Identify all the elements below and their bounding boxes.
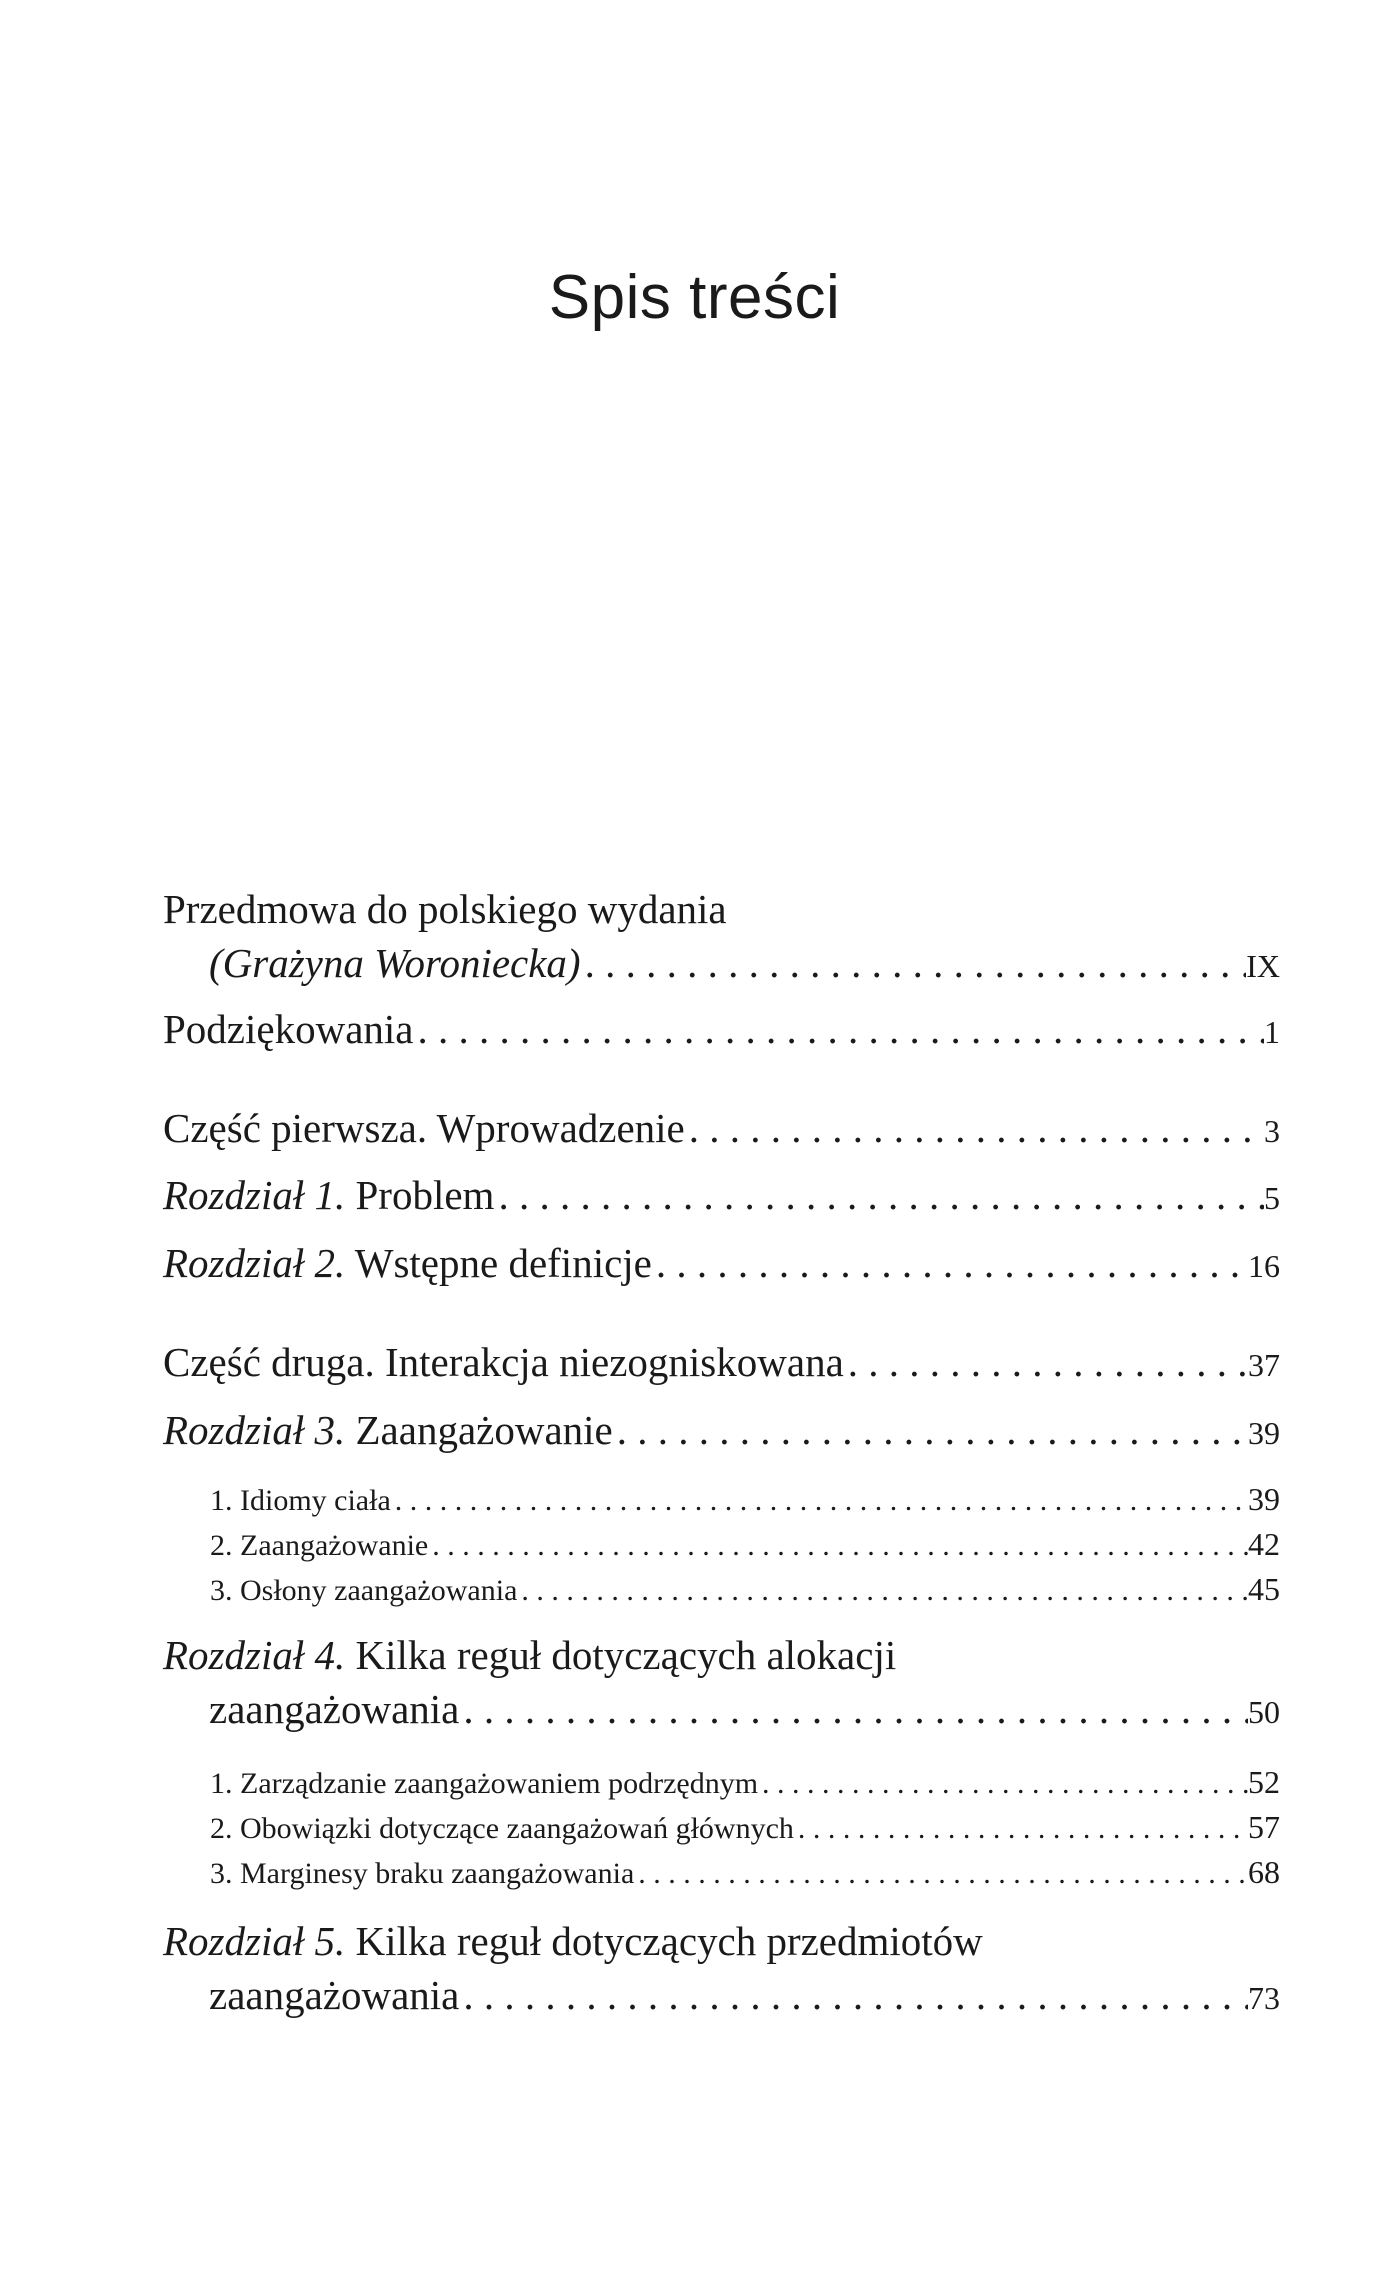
toc-subentry[interactable] xyxy=(163,1855,1280,1889)
leader-dots xyxy=(494,1172,1264,1218)
toc-entry-rozdzial-3[interactable] xyxy=(163,1407,1280,1453)
toc-entry-czesc-druga[interactable] xyxy=(163,1339,1280,1385)
toc-page-number: 16 xyxy=(1248,1248,1280,1284)
page-title: Spis treści xyxy=(548,263,841,332)
toc-page-number: IX xyxy=(1246,948,1280,984)
leader-dots xyxy=(428,1529,1248,1563)
toc-page-number: 1 xyxy=(1264,1014,1280,1050)
toc-page-number: 42 xyxy=(1248,1526,1280,1562)
toc-subentry-label: 1. Zarządzanie zaangażowaniem podrzędnym xyxy=(210,1767,759,1800)
toc-page-number: 39 xyxy=(1248,1415,1280,1451)
chapter-prefix: Rozdział 5. xyxy=(163,1918,346,1964)
toc-entry-przedmowa-line1 xyxy=(163,886,1280,932)
leader-dots xyxy=(758,1767,1248,1801)
leader-dots xyxy=(517,1574,1248,1608)
toc-subentry-label: 3. Marginesy braku zaangażowania xyxy=(210,1857,635,1890)
toc-entry-label: zaangażowania xyxy=(209,1686,460,1732)
toc-subentry[interactable] xyxy=(163,1482,1280,1516)
toc-entry-label: Rozdział 5. Kilka reguł dotyczących przedmiotów xyxy=(163,1918,983,1964)
toc-subentry-label: 3. Osłony zaangażowania xyxy=(210,1574,518,1607)
toc-entry-label: Przedmowa do polskiego wydania xyxy=(163,886,727,932)
chapter-prefix: Rozdział 3. xyxy=(163,1407,346,1453)
toc-page-number: 57 xyxy=(1248,1809,1280,1845)
toc-entry-rozdzial-1[interactable] xyxy=(163,1172,1280,1218)
toc-page-number: 52 xyxy=(1248,1764,1280,1800)
toc-page-number: 3 xyxy=(1264,1113,1280,1149)
toc-entry-rozdzial-5-line1[interactable] xyxy=(163,1918,1280,1964)
toc-subentry-label: 1. Idiomy ciała xyxy=(210,1484,391,1517)
toc-entry-label: Rozdział 2. Wstępne definicje xyxy=(163,1240,652,1286)
toc-entry-przedmowa[interactable] xyxy=(163,940,1280,986)
toc-page-number: 68 xyxy=(1248,1854,1280,1890)
leader-dots xyxy=(613,1407,1248,1453)
toc-entry-label: Rozdział 4. Kilka reguł dotyczących alokacji xyxy=(163,1632,897,1678)
toc-subentry[interactable] xyxy=(163,1527,1280,1561)
toc-subentry[interactable] xyxy=(163,1810,1280,1844)
leader-dots xyxy=(391,1484,1248,1518)
toc-entry-label: Część druga. Interakcja niezogniskowana xyxy=(163,1339,844,1385)
toc-entry-label: Rozdział 1. Problem xyxy=(163,1172,495,1218)
toc-subentry[interactable] xyxy=(163,1765,1280,1799)
leader-dots xyxy=(652,1240,1248,1286)
chapter-prefix: Rozdział 4. xyxy=(163,1632,346,1678)
leader-dots xyxy=(634,1857,1248,1891)
toc-entry-rozdzial-4-line1[interactable] xyxy=(163,1632,1280,1678)
toc-subentry-label: 2. Zaangażowanie xyxy=(210,1529,429,1562)
leader-dots xyxy=(844,1339,1248,1385)
leader-dots xyxy=(685,1105,1264,1151)
toc-page-number: 5 xyxy=(1264,1180,1280,1216)
chapter-prefix: Rozdział 1. xyxy=(163,1172,346,1218)
toc-entry-rozdzial-2[interactable] xyxy=(163,1240,1280,1286)
toc-page-number: 37 xyxy=(1248,1347,1280,1383)
toc-entry-label: Część pierwsza. Wprowadzenie xyxy=(163,1105,685,1151)
toc-entry-rozdzial-5[interactable] xyxy=(163,1972,1280,2018)
toc-entry-author: (Grażyna Woroniecka) xyxy=(209,940,581,986)
leader-dots xyxy=(413,1006,1264,1052)
toc-subentry-label: 2. Obowiązki dotyczące zaangażowań głównych xyxy=(210,1812,794,1845)
toc-page-number: 73 xyxy=(1248,1980,1280,2016)
leader-dots xyxy=(459,1972,1248,2018)
leader-dots xyxy=(459,1686,1248,1732)
toc-subentry[interactable] xyxy=(163,1572,1280,1606)
chapter-prefix: Rozdział 2. xyxy=(163,1240,346,1286)
toc-page-number: 50 xyxy=(1248,1694,1280,1730)
leader-dots xyxy=(794,1812,1248,1846)
toc-entry-label: Podziękowania xyxy=(163,1006,414,1052)
toc-page-number: 39 xyxy=(1248,1481,1280,1517)
toc-page-number: 45 xyxy=(1248,1571,1280,1607)
toc-entry-podziekowania[interactable] xyxy=(163,1006,1280,1052)
toc-entry-label: zaangażowania xyxy=(209,1972,460,2018)
toc-entry-label: Rozdział 3. Zaangażowanie xyxy=(163,1407,613,1453)
toc-entry-czesc-pierwsza[interactable] xyxy=(163,1105,1280,1151)
toc-entry-rozdzial-4[interactable] xyxy=(163,1686,1280,1732)
leader-dots xyxy=(581,940,1247,986)
